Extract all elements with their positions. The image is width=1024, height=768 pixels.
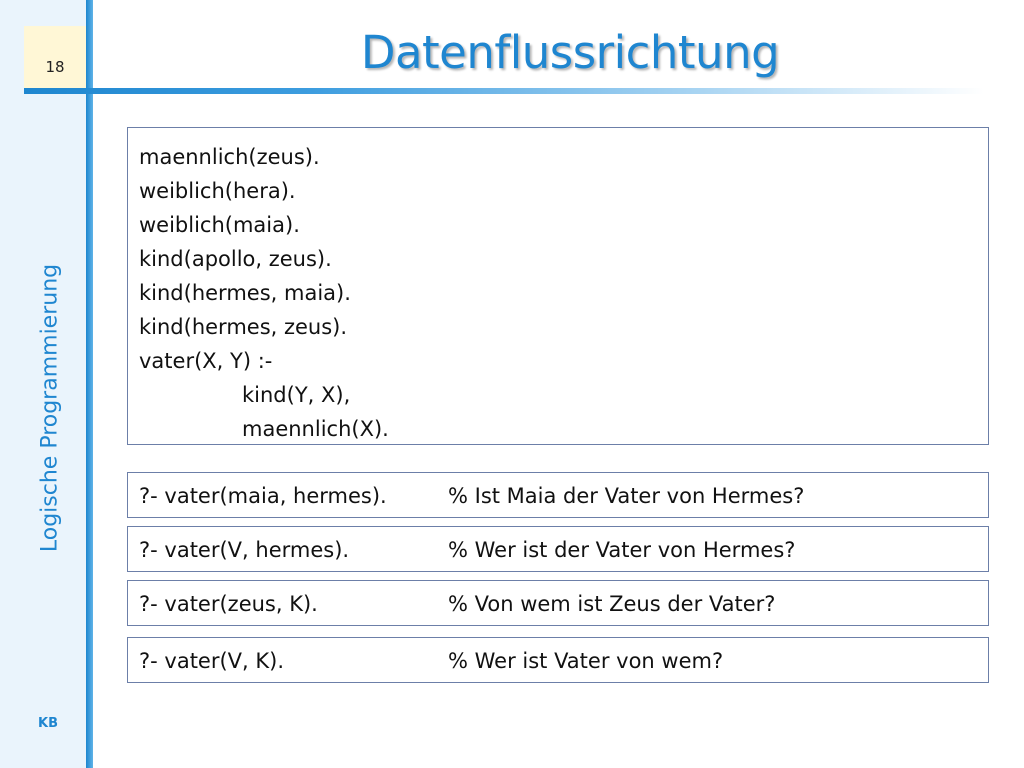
- slide-title: Datenflussrichtung: [360, 26, 780, 79]
- query-text: ?- vater(V, hermes).: [139, 538, 350, 562]
- query-box: [127, 637, 989, 683]
- code-line: maennlich(zeus).: [139, 145, 320, 169]
- query-box: [127, 526, 989, 572]
- vertical-accent-bar: [86, 0, 93, 768]
- code-line: kind(hermes, maia).: [139, 281, 351, 305]
- query-comment: % Wer ist der Vater von Hermes?: [448, 538, 796, 562]
- query-comment: % Wer ist Vater von wem?: [448, 649, 724, 673]
- query-box: [127, 472, 989, 518]
- code-line: kind(Y, X),: [242, 383, 351, 407]
- code-line: kind(hermes, zeus).: [139, 315, 348, 339]
- program-code-box: [127, 127, 989, 445]
- query-comment: % Von wem ist Zeus der Vater?: [448, 592, 776, 616]
- code-line: kind(apollo, zeus).: [139, 247, 332, 271]
- code-line: weiblich(maia).: [139, 213, 300, 237]
- code-line: maennlich(X).: [242, 417, 389, 441]
- code-line: vater(X, Y) :-: [139, 349, 273, 373]
- query-box: [127, 580, 989, 626]
- query-text: ?- vater(maia, hermes).: [139, 484, 387, 508]
- footer-label: KB: [38, 716, 58, 731]
- side-label: Logische Programmierung: [37, 263, 63, 553]
- query-comment: % Ist Maia der Vater von Hermes?: [448, 484, 805, 508]
- code-line: weiblich(hera).: [139, 179, 296, 203]
- query-text: ?- vater(V, K).: [139, 649, 285, 673]
- page-number: 18: [45, 58, 65, 76]
- header-divider: [24, 88, 984, 94]
- query-text: ?- vater(zeus, K).: [139, 592, 318, 616]
